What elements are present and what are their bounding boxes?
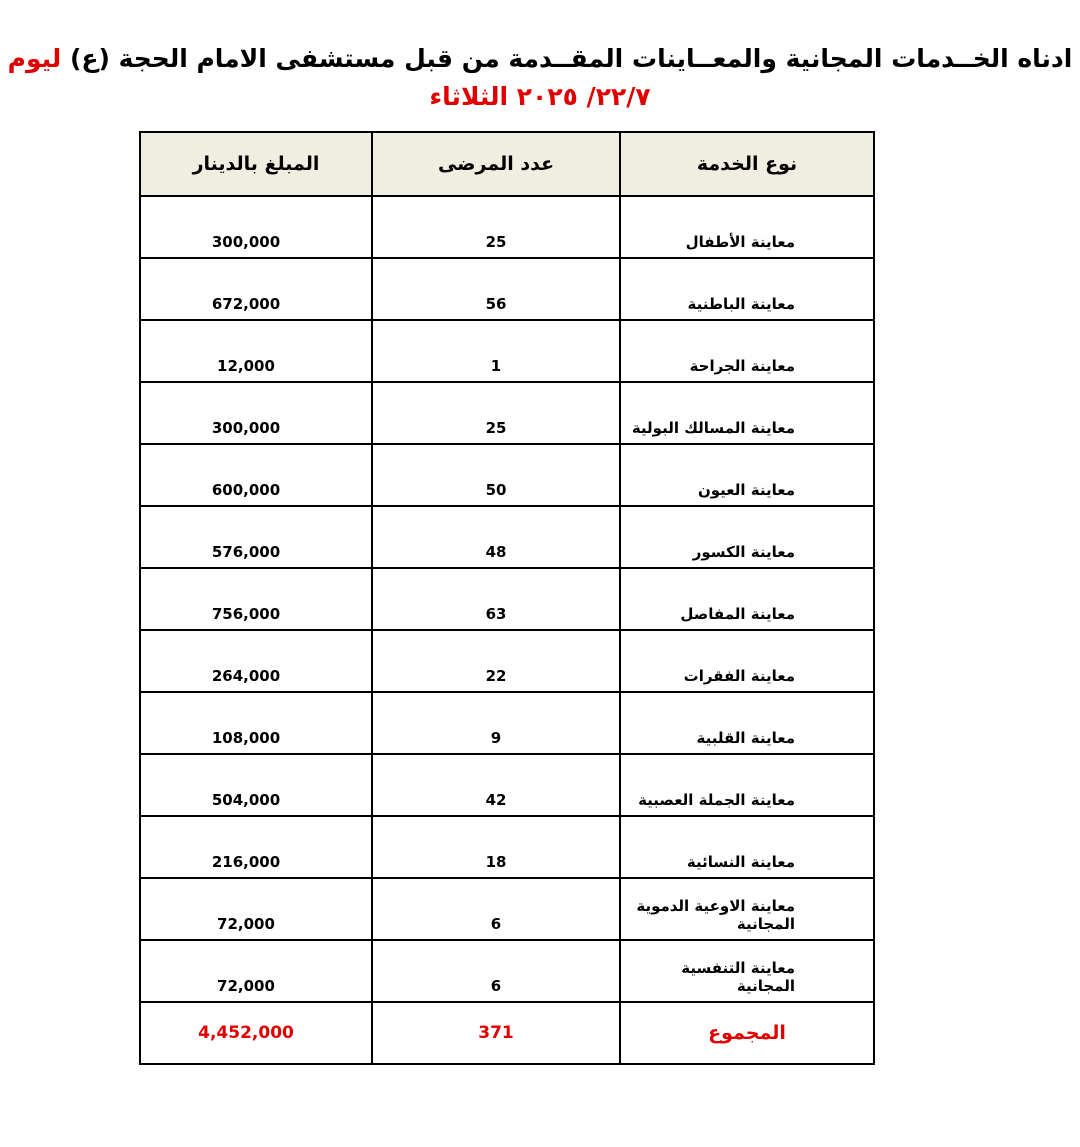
patients-cell: 56 — [372, 258, 620, 320]
table-header-row — [140, 132, 874, 196]
table-row — [140, 940, 874, 1002]
patients-cell: 9 — [372, 692, 620, 754]
title-day-label: ليوم — [7, 44, 62, 73]
total-patients: 371 — [372, 1002, 620, 1064]
title-date: ٢٢/٧/ ٢٠٢٥ الثلاثاء — [429, 82, 651, 111]
amount-cell: 300,000 — [140, 196, 372, 258]
total-label: المجموع — [620, 1002, 874, 1064]
amount-cell: 504,000 — [140, 754, 372, 816]
patients-cell: 25 — [372, 382, 620, 444]
services-table — [139, 131, 875, 1065]
patients-cell: 25 — [372, 196, 620, 258]
document-title-line-1 — [0, 42, 1080, 76]
patients-cell: 63 — [372, 568, 620, 630]
patients-cell: 22 — [372, 630, 620, 692]
total-amount: 4,452,000 — [140, 1002, 372, 1064]
table-total-row — [140, 1002, 874, 1064]
amount-cell: 576,000 — [140, 506, 372, 568]
service-cell: معاينة الكسور — [620, 506, 874, 568]
table-row — [140, 444, 874, 506]
amount-cell: 300,000 — [140, 382, 372, 444]
table-row — [140, 258, 874, 320]
service-cell: معاينة الجراحة — [620, 320, 874, 382]
title-text: ادناه الخــدمات المجانية والمعــاينات المقــدمة من قبل مستشفى الامام الحجة (ع) — [69, 44, 1073, 73]
patients-cell: 42 — [372, 754, 620, 816]
amount-cell: 264,000 — [140, 630, 372, 692]
service-cell: معاينة الاوعية الدموية المجانية — [620, 878, 874, 940]
patients-cell: 50 — [372, 444, 620, 506]
amount-cell: 108,000 — [140, 692, 372, 754]
table-row — [140, 196, 874, 258]
table-row — [140, 878, 874, 940]
amount-cell: 756,000 — [140, 568, 372, 630]
amount-cell: 12,000 — [140, 320, 372, 382]
table-row — [140, 692, 874, 754]
service-cell: معاينة التنفسية المجانية — [620, 940, 874, 1002]
patients-cell: 6 — [372, 878, 620, 940]
amount-cell: 72,000 — [140, 878, 372, 940]
service-cell: معاينة الأطفال — [620, 196, 874, 258]
patients-cell: 48 — [372, 506, 620, 568]
service-cell: معاينة الجملة العصبية — [620, 754, 874, 816]
patients-cell: 18 — [372, 816, 620, 878]
service-cell: معاينة النسائية — [620, 816, 874, 878]
table-row — [140, 382, 874, 444]
patients-cell: 6 — [372, 940, 620, 1002]
table-row — [140, 506, 874, 568]
amount-cell: 72,000 — [140, 940, 372, 1002]
amount-cell: 600,000 — [140, 444, 372, 506]
table-row — [140, 630, 874, 692]
table-row — [140, 568, 874, 630]
document-title-line-2 — [0, 80, 1080, 114]
amount-cell: 672,000 — [140, 258, 372, 320]
service-cell: معاينة المسالك البولية — [620, 382, 874, 444]
service-cell: معاينة الفقرات — [620, 630, 874, 692]
service-cell: معاينة المفاصل — [620, 568, 874, 630]
table-row — [140, 320, 874, 382]
table-row — [140, 754, 874, 816]
service-cell: معاينة الباطنية — [620, 258, 874, 320]
table-row — [140, 816, 874, 878]
service-cell: معاينة القلبية — [620, 692, 874, 754]
column-header-service: نوع الخدمة — [620, 132, 874, 196]
column-header-amount: المبلغ بالدينار — [140, 132, 372, 196]
patients-cell: 1 — [372, 320, 620, 382]
amount-cell: 216,000 — [140, 816, 372, 878]
service-cell: معاينة العيون — [620, 444, 874, 506]
column-header-patients: عدد المرضى — [372, 132, 620, 196]
